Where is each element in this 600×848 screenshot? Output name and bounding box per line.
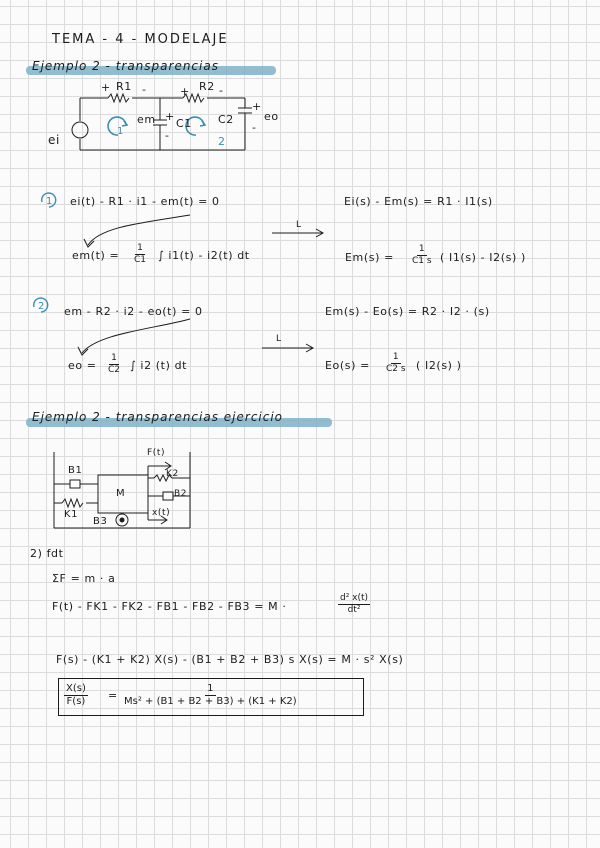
c1-minus: - [165,129,170,142]
em-label: em [137,113,156,126]
part-2-label: 2) fdt [30,547,64,560]
section-heading-2: Ejemplo 2 - transparencias ejercicio [32,410,284,424]
section-heading-1: Ejemplo 2 - transparencias [32,59,219,73]
force-label: F(t) [147,448,166,458]
equation-1: ei(t) - R1 · i1 - em(t) = 0 [70,195,220,208]
c2-plus: + [252,100,262,113]
k2-label: K2 [166,469,179,479]
equation-2-left: em(t) = [72,249,120,262]
displacement-label: x(t) [152,508,171,518]
b2-label: B2 [174,489,188,499]
equation-1-laplace: Ei(s) - Em(s) = R1 · I1(s) [344,195,493,208]
force-equation: F(t) - FK1 - FK2 - FB1 - FB2 - FB3 = M · [52,600,287,613]
transfer-function-num: X(s) [66,683,86,694]
r2-plus: + [180,85,190,98]
transfer-function-rhs-num: 1 [207,683,214,694]
c2-label: C2 [218,113,234,126]
equation-2-num: 1 [137,243,143,253]
loop-2-number: 2 [218,135,225,148]
newton-sum: ΣF = m · a [52,572,116,585]
transfer-function-den: F(s) [66,696,86,707]
b3-label: B3 [93,516,108,527]
equation-3-laplace: Em(s) - Eo(s) = R2 · I2 · (s) [325,305,490,318]
force-equation-den: dt² [347,605,361,615]
equation-2-laplace-right: ( I1(s) - I2(s) ) [440,251,526,264]
transfer-function-rhs-den: Ms² + (B1 + B2 + B3) + (K1 + K2) [124,696,297,707]
transfer-function-lhs [64,684,88,707]
c1-label: C1 [176,117,192,130]
force-equation-num: d² x(t) [340,593,369,603]
transfer-function-rhs [124,684,297,707]
r2-label: R2 [199,80,215,93]
r1-plus: + [101,81,111,94]
equation-2-laplace-den: C1 s [412,256,432,266]
equation-4-laplace-den: C2 s [386,364,406,374]
r1-label: R1 [116,80,132,93]
step-2-number: 2 [38,301,45,312]
laplace-symbol-2: L [276,334,282,344]
eo-label: eo [264,110,279,123]
r1-minus: - [142,83,147,96]
equation-4-right: ∫ i2 (t) dt [130,359,188,372]
step-1-number: 1 [46,196,53,207]
force-equation-fraction [338,594,370,615]
b1-label: B1 [68,465,83,476]
equation-2-right: ∫ i1(t) - i2(t) dt [158,249,250,262]
equation-4-laplace-right: ( I2(s) ) [416,359,462,372]
page-title: TEMA - 4 - MODELAJE [52,32,229,47]
equation-4-num: 1 [111,353,117,363]
c2-minus: - [252,121,257,134]
transfer-function-equals: = [108,689,118,702]
circuit-source-label: ei [48,133,60,147]
laplace-equation: F(s) - (K1 + K2) X(s) - (B1 + B2 + B3) s X(s) = M · s² X(s) [56,653,404,666]
equation-3: em - R2 · i2 - eo(t) = 0 [64,305,203,318]
mass-label: M [116,488,126,499]
equation-4-laplace-left: Eo(s) = [325,359,370,372]
equation-4-laplace-num: 1 [392,352,399,362]
equation-4-left: eo = [68,359,97,372]
equation-4-den: C2 [108,365,121,375]
equation-2-laplace-left: Em(s) = [345,251,394,264]
equation-2-den: C1 [134,255,147,265]
laplace-symbol-1: L [296,220,302,230]
loop-1-number: 1 [117,126,124,137]
equation-2-laplace-num: 1 [418,244,425,254]
k1-label: K1 [64,509,79,520]
r2-minus: - [219,84,224,97]
c1-plus: + [165,110,175,123]
